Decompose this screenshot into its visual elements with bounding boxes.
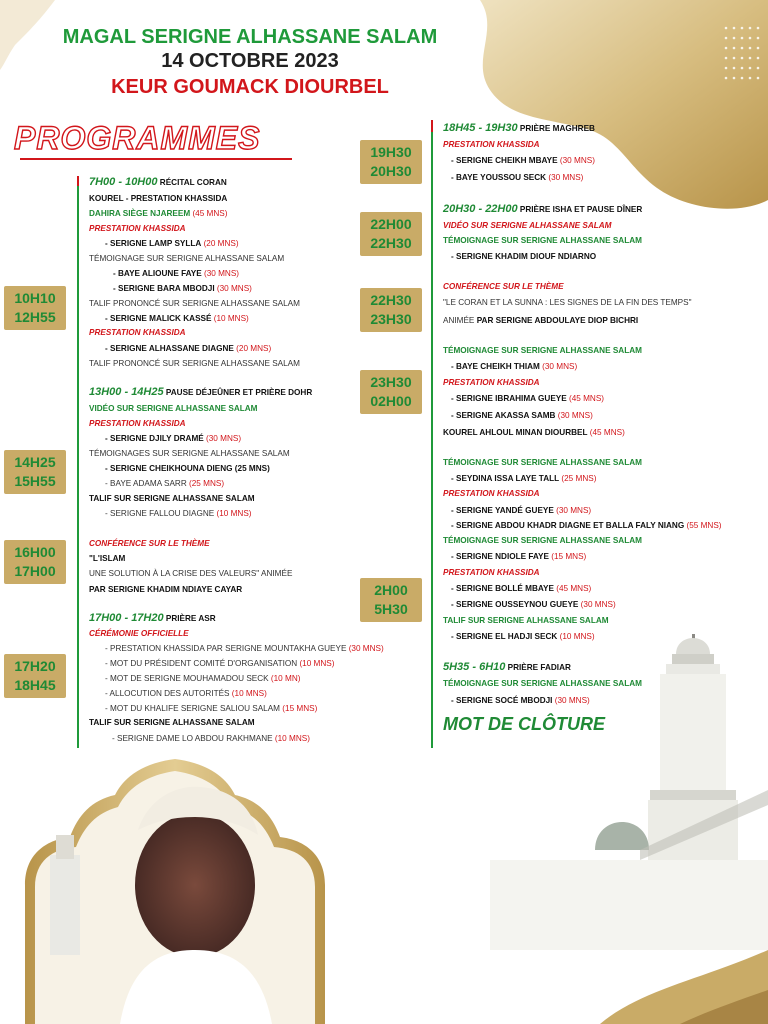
duration: (30 MNS) xyxy=(556,506,592,515)
line-text: - SERIGNE NDIOLE FAYE xyxy=(451,552,549,561)
duration: (20 MNS) xyxy=(203,239,239,248)
event-title: MAGAL SERIGNE ALHASSANE SALAM xyxy=(62,26,438,48)
duration: (30 MNS) xyxy=(204,269,240,278)
program-line: PRESTATION KHASSIDA xyxy=(89,419,186,428)
time-start: 2H00 xyxy=(374,582,408,598)
program-line: VIDÉO SUR SERIGNE ALHASSANE SALAM xyxy=(89,404,258,413)
program-line: TÉMOIGNAGE SUR SERIGNE ALHASSANE SALAM xyxy=(443,536,642,545)
line-text: - MOT DU PRÉSIDENT COMITÉ D'ORGANISATION xyxy=(105,659,298,668)
program-line xyxy=(113,269,239,279)
program-line xyxy=(451,506,591,516)
program-line xyxy=(451,362,577,372)
program-line xyxy=(451,394,604,404)
program-line: CONFÉRENCE SUR LE THÈME xyxy=(89,539,210,548)
line-text: - BAYE ALIOUNE FAYE xyxy=(113,269,202,278)
time-box xyxy=(360,288,422,332)
program-line xyxy=(443,428,625,438)
program-line: TÉMOIGNAGES SUR SERIGNE ALHASSANE SALAM xyxy=(89,449,290,458)
time-start: 22H00 xyxy=(370,216,412,232)
duration: (30 MNS) xyxy=(557,411,593,420)
slot-title: PAUSE DÉJEÛNER ET PRIÈRE DOHR xyxy=(165,388,313,397)
program-line: TÉMOIGNAGE SUR SERIGNE ALHASSANE SALAM xyxy=(443,236,642,245)
line-text: KOUREL AHLOUL MINAN DIOURBEL xyxy=(443,428,588,437)
line-text: - SERIGNE CHEIKH MBAYE xyxy=(451,156,558,165)
duration: (30 MNS) xyxy=(216,284,252,293)
program-line xyxy=(105,704,317,714)
program-line xyxy=(105,509,252,519)
program-line: KOUREL - PRESTATION KHASSIDA xyxy=(89,194,228,203)
time-end: 23H30 xyxy=(370,311,412,327)
duration: (20 MNS) xyxy=(236,344,272,353)
mosque-image xyxy=(480,620,768,950)
timeline-line-right-red xyxy=(431,120,433,132)
schedule-heading xyxy=(89,177,227,188)
program-line: PAR SERIGNE KHADIM NDIAYE CAYAR xyxy=(89,585,243,594)
program-line xyxy=(105,314,249,324)
program-line: PRESTATION KHASSIDA xyxy=(89,224,186,233)
time-start: 14H25 xyxy=(14,454,56,470)
duration: (10 MNS) xyxy=(274,734,310,743)
time-end: 5H30 xyxy=(374,601,408,617)
time-start: 10H10 xyxy=(14,290,56,306)
program-line: TALIF SUR SERIGNE ALHASSANE SALAM xyxy=(443,616,609,625)
program-line xyxy=(451,552,586,562)
duration: (30 MNS) xyxy=(559,156,595,165)
duration: (15 MNS) xyxy=(282,704,318,713)
line-text: - SERIGNE SOCÉ MBODJI xyxy=(451,696,553,705)
duration: (10 MNS) xyxy=(216,509,252,518)
line-text: - SERIGNE YANDÉ GUEYE xyxy=(451,506,554,515)
line-text: - SERIGNE DJILY DRAMÉ xyxy=(105,434,204,443)
line-text: - SERIGNE ABDOU KHADR DIAGNE ET BALLA FALY NIANG xyxy=(451,521,685,530)
slot-time: 20H30 - 22H00 xyxy=(443,203,518,215)
program-line xyxy=(113,284,252,294)
line-text: - SERIGNE MALICK KASSÉ xyxy=(105,314,212,323)
line-text: PAR SERIGNE ABDOULAYE DIOP BICHRI xyxy=(476,316,639,325)
program-line xyxy=(451,173,583,183)
line-text: - SERIGNE LAMP SYLLA xyxy=(105,239,202,248)
program-line xyxy=(105,344,271,354)
time-start: 23H30 xyxy=(370,374,412,390)
line-text: - SERIGNE OUSSEYNOU GUEYE xyxy=(451,600,579,609)
program-line xyxy=(105,644,384,654)
time-box xyxy=(4,450,66,494)
program-line xyxy=(451,156,595,166)
duration: (45 MNS) xyxy=(556,584,592,593)
slot-title: PRIÈRE MAGHREB xyxy=(519,124,595,133)
line-text: - SERIGNE BOLLÉ MBAYE xyxy=(451,584,554,593)
line-text: - PRESTATION KHASSIDA PAR SERIGNE MOUNTAKHA GUEYE xyxy=(105,644,347,653)
program-line xyxy=(451,600,616,610)
program-line xyxy=(451,474,596,484)
slot-time: 7H00 - 10H00 xyxy=(89,176,158,188)
duration: (55 MNS) xyxy=(686,521,722,530)
timeline-line-left xyxy=(77,176,79,748)
program-line: "L'ISLAM xyxy=(89,554,126,563)
program-line: - SERIGNE CHEIKHOUNA DIENG (25 MNS) xyxy=(105,464,270,473)
time-end: 22H30 xyxy=(370,235,412,251)
time-box xyxy=(360,578,422,622)
time-start: 16H00 xyxy=(14,544,56,560)
line-text: - BAYE YOUSSOU SECK xyxy=(451,173,547,182)
program-line xyxy=(105,434,241,444)
time-end: 18H45 xyxy=(14,677,56,693)
title-underline xyxy=(20,158,292,160)
programmes-title: PROGRAMMES xyxy=(14,120,261,156)
program-line: UNE SOLUTION À LA CRISE DES VALEURS" ANIMÉE xyxy=(89,569,293,578)
time-box xyxy=(4,654,66,698)
program-line: TALIF SUR SERIGNE ALHASSANE SALAM xyxy=(89,718,255,727)
slot-time: 18H45 - 19H30 xyxy=(443,122,518,134)
duration: (30 MNS) xyxy=(206,434,242,443)
time-box xyxy=(360,212,422,256)
duration: (45 MNS) xyxy=(589,428,625,437)
closing-title: MOT DE CLÔTURE xyxy=(443,714,605,734)
program-line xyxy=(451,521,722,531)
schedule-heading xyxy=(443,123,595,134)
schedule-heading xyxy=(89,387,312,398)
event-date: 14 OCTOBRE 2023 xyxy=(161,50,339,72)
time-box xyxy=(4,540,66,584)
line-text: - ALLOCUTION DES AUTORITÉS xyxy=(105,689,230,698)
program-line xyxy=(89,209,227,219)
timeline-line-right xyxy=(431,120,433,748)
duration: (10 MNS) xyxy=(231,689,267,698)
duration: (25 MNS) xyxy=(189,479,225,488)
event-location: KEUR GOUMACK DIOURBEL xyxy=(111,76,389,98)
slot-time: 13H00 - 14H25 xyxy=(89,386,164,398)
program-line: PRESTATION KHASSIDA xyxy=(89,328,186,337)
line-text: - SERIGNE DAME LO ABDOU RAKHMANE xyxy=(112,734,273,743)
program-line xyxy=(451,411,593,421)
schedule-heading xyxy=(89,613,216,624)
program-line xyxy=(105,239,239,249)
program-line xyxy=(451,584,591,594)
slot-title: PRIÈRE FADIAR xyxy=(507,663,571,672)
program-line: TALIF PRONONCÉ SUR SERIGNE ALHASSANE SALAM xyxy=(89,299,300,308)
slot-time: 17H00 - 17H20 xyxy=(89,612,164,624)
line-text: - SERIGNE AKASSA SAMB xyxy=(451,411,556,420)
slot-title: RÉCITAL CORAN xyxy=(159,178,227,187)
program-line: PRESTATION KHASSIDA xyxy=(443,140,540,149)
program-line: CONFÉRENCE SUR LE THÈME xyxy=(443,282,564,291)
duration: (10 MNS) xyxy=(559,632,595,641)
duration: (30 MNS) xyxy=(548,173,584,182)
duration: (30 MNS) xyxy=(542,362,578,371)
portrait-photo xyxy=(0,745,440,1024)
program-line xyxy=(105,479,224,489)
duration: (10 MN) xyxy=(270,674,301,683)
duration: (10 MNS) xyxy=(299,659,335,668)
line-text: - SERIGNE EL HADJI SECK xyxy=(451,632,558,641)
program-line: CÉRÉMONIE OFFICIELLE xyxy=(89,629,189,638)
duration: (25 MNS) xyxy=(561,474,597,483)
time-end: 17H00 xyxy=(14,563,56,579)
program-line: PRESTATION KHASSIDA xyxy=(443,568,540,577)
line-text: - MOT DU KHALIFE SERIGNE SALIOU SALAM xyxy=(105,704,281,713)
time-end: 12H55 xyxy=(14,309,56,325)
program-line xyxy=(105,689,267,699)
line-text: - BAYE ADAMA SARR xyxy=(105,479,187,488)
time-box xyxy=(360,370,422,414)
program-line: TALIF SUR SERIGNE ALHASSANE SALAM xyxy=(89,494,255,503)
line-text: - BAYE CHEIKH THIAM xyxy=(451,362,540,371)
program-line xyxy=(112,734,310,744)
line-text: - SEYDINA ISSA LAYE TALL xyxy=(451,474,560,483)
slot-title: PRIÈRE ISHA ET PAUSE DÎNER xyxy=(519,205,643,214)
line-text: - MOT DE SERIGNE MOUHAMADOU SECK xyxy=(105,674,269,683)
program-line xyxy=(105,674,300,684)
program-line: - SERIGNE KHADIM DIOUF NDIARNO xyxy=(451,252,597,261)
time-end: 02H00 xyxy=(370,393,412,409)
slot-time: 5H35 - 6H10 xyxy=(443,661,506,673)
duration: (45 MNS) xyxy=(568,394,605,403)
time-box xyxy=(4,286,66,330)
program-line: "LE CORAN ET LA SUNNA : LES SIGNES DE LA FIN DES TEMPS" xyxy=(443,298,692,307)
time-end: 20H30 xyxy=(370,163,412,179)
line-text: - SERIGNE ALHASSANE DIAGNE xyxy=(105,344,234,353)
duration: (30 MNS) xyxy=(554,696,590,705)
program-line: TALIF PRONONCÉ SUR SERIGNE ALHASSANE SALAM xyxy=(89,359,300,368)
program-line xyxy=(443,316,638,326)
slot-title: PRIÈRE ASR xyxy=(165,614,216,623)
line-text: - SERIGNE IBRAHIMA GUEYE xyxy=(451,394,567,403)
timeline-line-left-red xyxy=(77,176,79,186)
program-line: TÉMOIGNAGE SUR SERIGNE ALHASSANE SALAM xyxy=(443,679,642,688)
duration: (15 MNS) xyxy=(551,552,587,561)
program-line: PRESTATION KHASSIDA xyxy=(443,489,540,498)
duration: (30 MNS) xyxy=(348,644,384,653)
program-line: PRESTATION KHASSIDA xyxy=(443,378,540,387)
duration: (30 MNS) xyxy=(580,600,616,609)
line-text: - SERIGNE FALLOU DIAGNE xyxy=(105,509,215,518)
line-text: - SERIGNE BARA MBODJI xyxy=(113,284,215,293)
program-line xyxy=(105,659,334,669)
time-start: 22H30 xyxy=(370,292,412,308)
time-start: 17H20 xyxy=(14,658,56,674)
line-text: DAHIRA SIÈGE NJAREEM xyxy=(89,209,191,218)
schedule-heading xyxy=(443,204,642,215)
program-line: TÉMOIGNAGE SUR SERIGNE ALHASSANE SALAM xyxy=(443,346,642,355)
duration: (10 MNS) xyxy=(213,314,249,323)
program-line: TÉMOIGNAGE SUR SERIGNE ALHASSANE SALAM xyxy=(443,458,642,467)
time-end: 15H55 xyxy=(14,473,56,489)
line-text: ANIMÉE xyxy=(443,316,475,325)
time-start: 19H30 xyxy=(370,144,412,160)
time-box xyxy=(360,140,422,184)
program-line: VIDÉO SUR SERIGNE ALHASSANE SALAM xyxy=(443,221,612,230)
program-line: TÉMOIGNAGE SUR SERIGNE ALHASSANE SALAM xyxy=(89,254,285,263)
duration: (45 MNS) xyxy=(192,209,228,218)
